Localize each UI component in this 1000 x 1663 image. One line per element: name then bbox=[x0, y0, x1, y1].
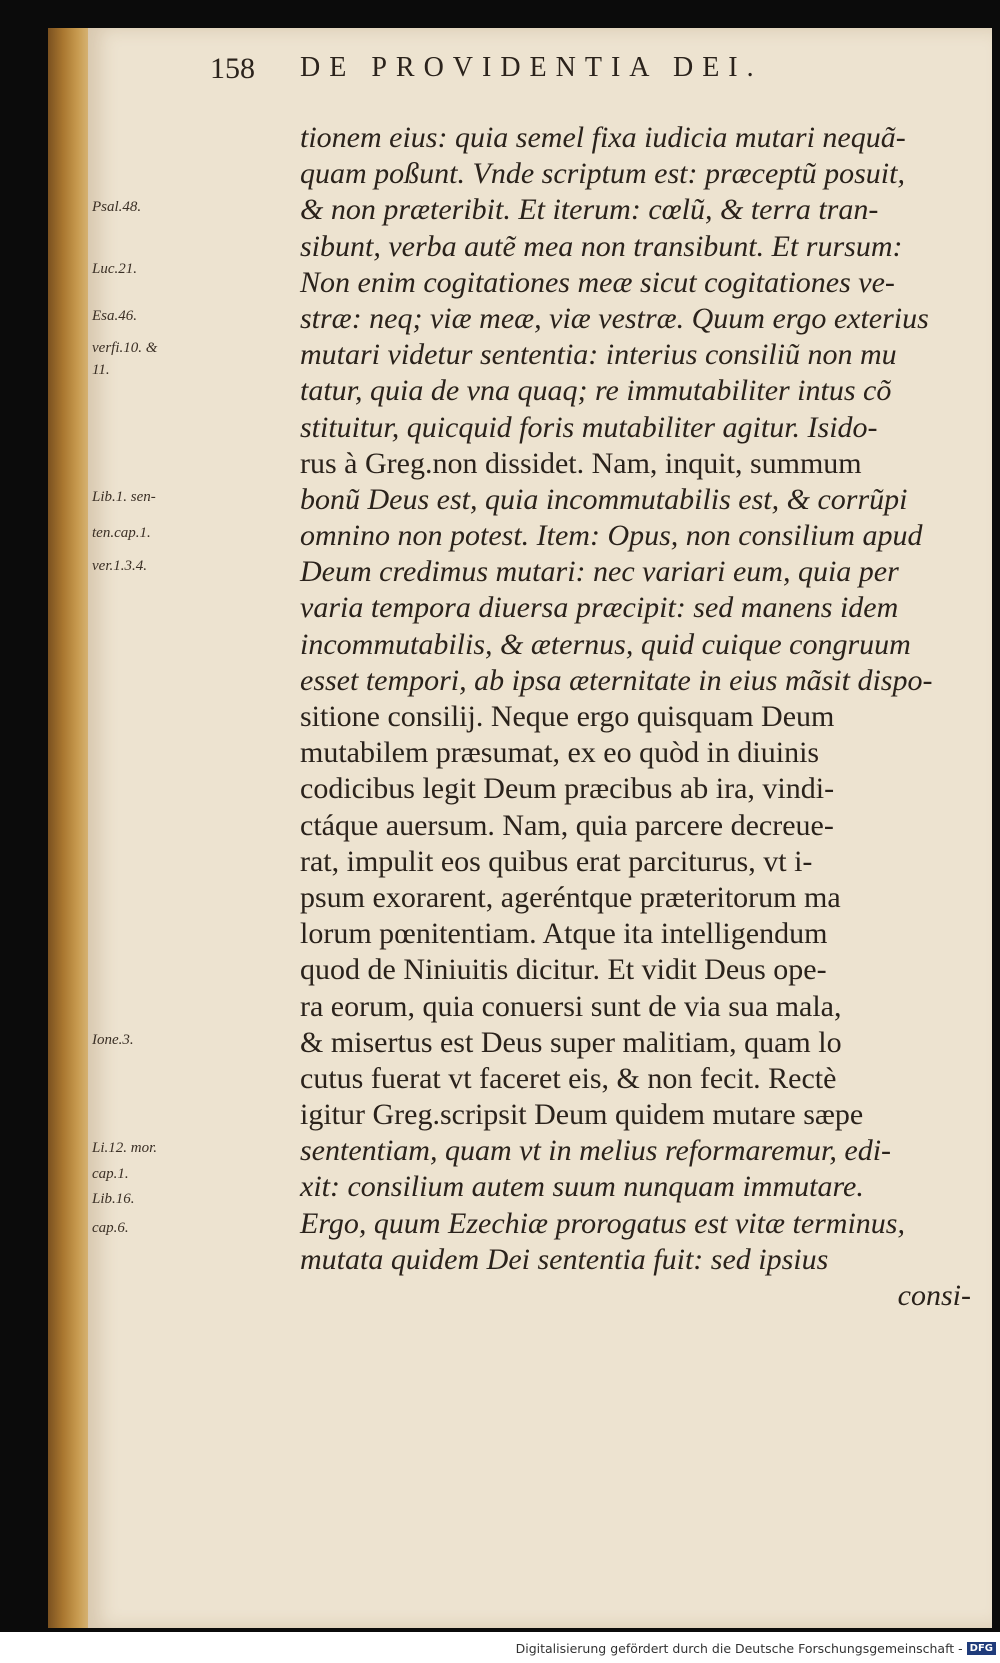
text-line: lorum pœnitentiam. Atque ita intelligendum bbox=[300, 917, 828, 951]
margin-note: cap.6. bbox=[92, 1220, 129, 1237]
margin-note: Li.12. mor. bbox=[92, 1140, 158, 1157]
text-line: & misertus est Deus super malitiam, quam lo bbox=[300, 1025, 842, 1059]
text-line: sitione consilij. Neque ergo quisquam Deum bbox=[300, 700, 835, 733]
text-line: Deum credimus mutari: nec variari eum, quia per bbox=[300, 555, 899, 589]
text-line: esset tempori, ab ipsa æternitate in eius mãsit dispo- bbox=[300, 663, 933, 697]
margin-note: Lib.1. sen- bbox=[92, 488, 156, 505]
margin-note: ver.1.3.4. bbox=[92, 557, 147, 574]
text-line: quam poßunt. Vnde scriptum est: præceptũ posuit, bbox=[300, 157, 905, 191]
book-spine bbox=[48, 28, 90, 1628]
margin-notes bbox=[92, 150, 227, 1250]
page-number: 158 bbox=[210, 52, 255, 85]
text-line: codicibus legit Deum præcibus ab ira, vindi- bbox=[300, 772, 835, 806]
text-line: cutus fuerat vt faceret eis, & non fecit. Rectè bbox=[300, 1061, 837, 1095]
margin-note: Psal.48. bbox=[92, 199, 142, 216]
margin-note: Ione.3. bbox=[92, 1031, 134, 1048]
text-line: bonũ Deus est, quia incommutabilis est, & corrũpi bbox=[300, 482, 908, 516]
margin-note: Lib.16. bbox=[92, 1191, 135, 1208]
text-line: omnino non potest. Item: Opus, non consilium apud bbox=[300, 519, 923, 553]
text-line: mutabilem præsumat, ex eo quòd in diuinis bbox=[300, 736, 820, 770]
margin-note: 11. bbox=[92, 362, 110, 379]
margin-note: verfi.10. & bbox=[92, 340, 158, 357]
page-header bbox=[210, 52, 890, 102]
text-line: quod de Niniuitis dicitur. Et vidit Deus ope- bbox=[300, 953, 827, 987]
dfg-logo: DFG bbox=[967, 1642, 996, 1655]
text-line: incommutabilis, & æternus, quid cuique congruum bbox=[300, 627, 911, 661]
text-line: Ergo, quum Ezechiæ prorogatus est vitæ terminus, bbox=[300, 1206, 905, 1240]
text-line: rus à Greg.non dissidet. Nam, inquit, summum bbox=[300, 446, 862, 480]
text-line: rat, impulit eos quibus erat parciturus, vt i- bbox=[300, 844, 813, 878]
text-line: sententiam, quam vt in melius reformaremur, edi- bbox=[300, 1134, 892, 1168]
running-title: DE PROVIDENTIA DEI. bbox=[300, 52, 763, 83]
text-line: mutari videtur sententia: interius consiliũ non mu bbox=[300, 338, 897, 372]
margin-note: Luc.21. bbox=[92, 260, 137, 277]
text-line: sibunt, verba autẽ mea non transibunt. Et rursum: bbox=[300, 229, 903, 263]
footer bbox=[516, 1637, 996, 1659]
footer-text: Digitalisierung gefördert durch die Deutsche Forschungsgemeinschaft - bbox=[515, 1640, 963, 1656]
margin-note: ten.cap.1. bbox=[92, 525, 151, 541]
margin-note: Esa.46. bbox=[92, 307, 137, 324]
text-line: & non præteribit. Et iterum: cœlũ, & terra tran- bbox=[300, 193, 879, 227]
text-line: Non enim cogitationes meæ sicut cogitationes ve- bbox=[300, 265, 895, 299]
text-line: igitur Greg.scripsit Deum quidem mutare sæpe bbox=[300, 1098, 864, 1132]
text-line: psum exorarent, ageréntque præteritorum ma bbox=[300, 880, 841, 914]
text-line: stituitur, quicquid foris mutabiliter agitur. Isido- bbox=[300, 410, 878, 444]
margin-note: cap.1. bbox=[92, 1165, 129, 1182]
text-line: stræ: neq; viæ meæ, viæ vestræ. Quum ergo exterius bbox=[300, 301, 929, 335]
main-text bbox=[300, 120, 985, 1314]
text-line: tionem eius: quia semel fixa iudicia mutari nequã- bbox=[300, 121, 906, 154]
text-line: mutata quidem Dei sententia fuit: sed ipsius bbox=[300, 1242, 829, 1276]
text-line: consi- bbox=[897, 1279, 971, 1312]
text-line: tatur, quia de vna quaq; re immutabiliter intus cõ bbox=[300, 374, 892, 408]
text-line: xit: consilium autem suum nunquam immutare. bbox=[300, 1170, 864, 1204]
text-line: ra eorum, quia conuersi sunt de via sua mala, bbox=[300, 989, 842, 1023]
text-line: varia tempora diuersa præcipit: sed manens idem bbox=[300, 591, 899, 625]
text-line: ctáque auersum. Nam, quia parcere decreue- bbox=[300, 808, 834, 842]
